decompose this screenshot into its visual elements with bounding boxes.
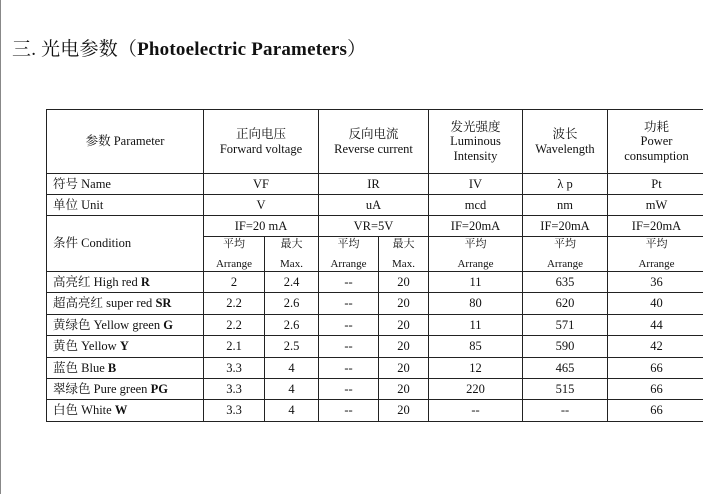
cell-vf-avg: 2.2	[204, 293, 265, 314]
cell-vf-max: 2.6	[265, 314, 319, 335]
symbol-label: 符号 Name	[47, 174, 204, 195]
cell-wavelength: 635	[523, 272, 608, 293]
symbol-row	[47, 174, 703, 195]
cell-ir-max: 20	[379, 357, 429, 378]
sub-label-cn: 平均	[223, 238, 245, 250]
cell-power: 66	[608, 400, 703, 421]
cell-iv: 80	[429, 293, 523, 314]
cell-vf-avg: 2.2	[204, 314, 265, 335]
cell-ir-max: 20	[379, 293, 429, 314]
heading-prefix: 三. 光电参数（	[12, 39, 138, 60]
row-label-cn: 翠绿色	[53, 381, 94, 396]
cell-wavelength: --	[523, 400, 608, 421]
sub-label-en: Max.	[280, 258, 303, 270]
cell-iv: --	[429, 400, 523, 421]
header-wave-en: Wavelength	[535, 141, 595, 156]
symbol-power: Pt	[608, 174, 703, 195]
table-row	[47, 400, 703, 421]
unit-vf: V	[204, 195, 319, 216]
cell-vf-max: 4	[265, 378, 319, 399]
table-row	[47, 336, 703, 357]
cell-ir-avg: --	[319, 357, 379, 378]
table-row	[47, 378, 703, 399]
cell-ir-max: 20	[379, 272, 429, 293]
heading-suffix: ）	[347, 39, 367, 60]
sub-vf-avg	[204, 237, 265, 272]
cell-ir-avg: --	[319, 336, 379, 357]
sub-label-cn: 平均	[464, 238, 487, 250]
row-label-cn: 白色	[53, 403, 82, 418]
sub-power-avg	[608, 237, 703, 272]
cell-iv: 85	[429, 336, 523, 357]
condition-ir: VR=5V	[319, 216, 429, 237]
header-lum-en1: Luminous	[450, 134, 501, 149]
photoelectric-parameters-table	[46, 109, 703, 422]
condition-label: 条件 Condition	[47, 216, 204, 272]
cell-wavelength: 465	[523, 357, 608, 378]
row-label	[47, 400, 204, 421]
sub-label-en: Arrange	[215, 258, 253, 270]
table-row	[47, 272, 703, 293]
sub-label-en: Arrange	[546, 258, 584, 270]
cell-power: 36	[608, 272, 703, 293]
row-label-cn: 黄色	[53, 339, 82, 354]
row-label-code: G	[163, 317, 173, 332]
symbol-wavelength: λ p	[523, 174, 608, 195]
page-left-rule	[0, 0, 1, 494]
header-wave-cn: 波长	[552, 127, 578, 142]
header-luminous-intensity	[429, 110, 523, 174]
sub-label-cn: 平均	[337, 238, 360, 250]
row-label-code: Y	[119, 339, 129, 354]
cell-ir-avg: --	[319, 272, 379, 293]
cell-ir-max: 20	[379, 378, 429, 399]
header-forward-en: Forward voltage	[219, 141, 303, 156]
sub-vf-max	[265, 237, 319, 272]
row-label	[47, 272, 204, 293]
cell-vf-avg: 2.1	[204, 336, 265, 357]
cell-power: 66	[608, 378, 703, 399]
sub-label-en: Arrange	[457, 258, 494, 270]
cell-iv: 11	[429, 272, 523, 293]
unit-row	[47, 195, 703, 216]
cell-iv: 12	[429, 357, 523, 378]
header-power-en1: Power	[640, 134, 673, 149]
cell-wavelength: 571	[523, 314, 608, 335]
sub-iv-avg	[429, 237, 523, 272]
row-label-cn: 超高亮红	[53, 296, 107, 311]
heading-english: Photoelectric Parameters	[137, 39, 348, 60]
cell-vf-avg: 3.3	[204, 400, 265, 421]
condition-power: IF=20mA	[608, 216, 703, 237]
cell-power: 44	[608, 314, 703, 335]
row-label	[47, 357, 204, 378]
sub-label-cn: 最大	[392, 238, 415, 250]
sub-label-en: Max.	[392, 258, 415, 270]
sub-label-cn: 最大	[280, 238, 303, 250]
header-reverse-en: Reverse current	[334, 141, 413, 156]
cell-power: 42	[608, 336, 703, 357]
cell-vf-avg: 2	[204, 272, 265, 293]
cell-vf-avg: 3.3	[204, 378, 265, 399]
cell-ir-max: 20	[379, 400, 429, 421]
sub-wavelength-avg	[523, 237, 608, 272]
header-power-consumption	[608, 110, 703, 174]
row-label	[47, 293, 204, 314]
cell-power: 40	[608, 293, 703, 314]
cell-wavelength: 515	[523, 378, 608, 399]
condition-wavelength: IF=20mA	[523, 216, 608, 237]
condition-iv: IF=20mA	[429, 216, 523, 237]
table-row	[47, 293, 703, 314]
sub-ir-max	[379, 237, 429, 272]
header-lum-cn: 发光强度	[450, 119, 501, 134]
cell-iv: 11	[429, 314, 523, 335]
row-label-en: High red	[93, 275, 141, 289]
row-label-code: SR	[155, 296, 172, 311]
condition-row	[47, 216, 703, 237]
cell-ir-avg: --	[319, 314, 379, 335]
table-row	[47, 314, 703, 335]
row-label-en: super red	[106, 296, 156, 311]
row-label-en: Blue	[81, 360, 108, 375]
row-label-cn: 黄绿色	[53, 317, 94, 332]
header-forward-cn: 正向电压	[235, 127, 286, 142]
symbol-ir: IR	[319, 174, 429, 195]
cell-ir-avg: --	[319, 293, 379, 314]
header-reverse-current	[319, 110, 429, 174]
row-label-en: Yellow	[81, 339, 120, 354]
condition-vf: IF=20 mA	[204, 216, 319, 237]
unit-power: mW	[608, 195, 703, 216]
cell-vf-max: 2.6	[265, 293, 319, 314]
sub-label-en: Arrange	[638, 258, 675, 270]
section-heading	[12, 34, 366, 61]
unit-wavelength: nm	[523, 195, 608, 216]
row-label	[47, 336, 204, 357]
cell-ir-max: 20	[379, 314, 429, 335]
sub-label-cn: 平均	[645, 238, 668, 250]
symbol-iv: IV	[429, 174, 523, 195]
row-label-code: W	[114, 403, 128, 418]
cell-iv: 220	[429, 378, 523, 399]
sub-label-cn: 平均	[554, 238, 576, 250]
sub-label-en: Arrange	[330, 258, 367, 270]
cell-wavelength: 590	[523, 336, 608, 357]
header-row	[47, 110, 703, 174]
unit-iv: mcd	[429, 195, 523, 216]
row-label-cn: 蓝色	[53, 360, 82, 375]
cell-vf-max: 4	[265, 400, 319, 421]
cell-vf-max: 4	[265, 357, 319, 378]
cell-vf-avg: 3.3	[204, 357, 265, 378]
header-wavelength	[523, 110, 608, 174]
symbol-vf: VF	[204, 174, 319, 195]
cell-ir-avg: --	[319, 400, 379, 421]
unit-label: 单位 Unit	[47, 195, 204, 216]
row-label-code: R	[140, 275, 150, 289]
header-lum-en2: Intensity	[453, 148, 498, 163]
row-label-en: Yellow green	[93, 317, 164, 332]
header-forward-voltage	[204, 110, 319, 174]
row-label-cn: 高亮红	[53, 275, 94, 289]
sub-ir-avg	[319, 237, 379, 272]
cell-ir-max: 20	[379, 336, 429, 357]
unit-ir: uA	[319, 195, 429, 216]
cell-vf-max: 2.5	[265, 336, 319, 357]
row-label-code: B	[107, 360, 117, 375]
row-label	[47, 378, 204, 399]
header-parameter: 参数 Parameter	[47, 110, 204, 174]
cell-wavelength: 620	[523, 293, 608, 314]
row-label-en: White	[81, 403, 115, 418]
row-label	[47, 314, 204, 335]
cell-power: 66	[608, 357, 703, 378]
cell-ir-avg: --	[319, 378, 379, 399]
row-label-en: Pure green	[93, 381, 151, 396]
table-row	[47, 357, 703, 378]
cell-vf-max: 2.4	[265, 272, 319, 293]
row-label-code: PG	[150, 381, 168, 396]
header-power-en2: consumption	[624, 148, 689, 163]
header-reverse-cn: 反向电流	[348, 127, 399, 142]
header-power-cn: 功耗	[643, 119, 669, 134]
